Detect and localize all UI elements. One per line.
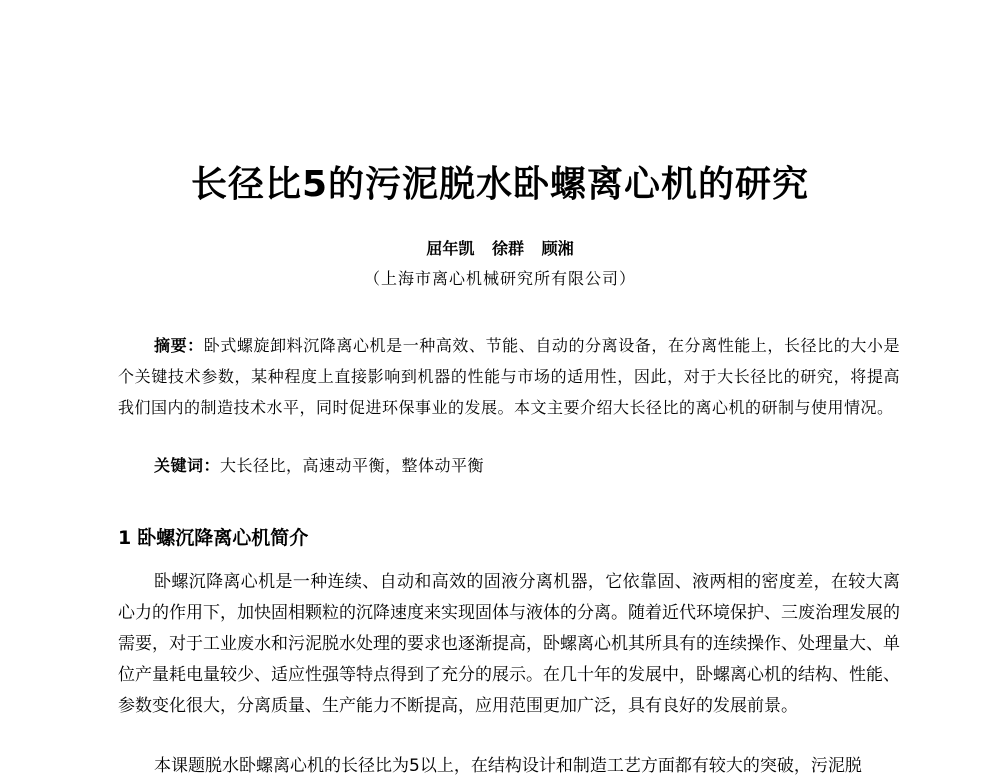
author-list: 屈年凯 徐群 顾湘	[426, 239, 574, 258]
section-heading	[118, 525, 308, 551]
keywords-label: 关键词：	[154, 456, 221, 475]
keywords	[154, 455, 484, 477]
keywords-text: 大长径比，高速动平衡，整体动平衡	[220, 456, 485, 475]
abstract	[118, 330, 900, 423]
abstract-label: 摘要：	[154, 336, 204, 355]
section-title: 卧螺沉降离心机简介	[137, 527, 309, 549]
section-number: 1	[118, 527, 132, 549]
section-paragraph: 卧螺沉降离心机是一种连续、自动和高效的固液分离机器，它依靠固、液两相的密度差，在较大离心力的作用下，加快固相颗粒的沉降速度来实现固体与液体的分离。随着近代环境保护、三废治理发展的需要，对于工业废水和污泥脱水处理的要求也逐渐提高，卧螺离心机其所具有的连续操作、处理量大、单位产量耗电量较少、适应性强等特点得到了充分的展示。在几十年的发展中，卧螺离心机的结构、性能、参数变化很大，分离质量、生产能力不断提高，应用范围更加广泛，具有良好的发展前景。	[118, 572, 900, 716]
section-paragraph-cut: 本课题脱水卧螺离心机的长径比为5以上，在结构设计和制造工艺方面都有较大的突破，污泥脱	[154, 756, 862, 776]
affiliation: （上海市离心机械研究所有限公司）	[363, 269, 636, 288]
abstract-text: 卧式螺旋卸料沉降离心机是一种高效、节能、自动的分离设备，在分离性能上，长径比的大小是个关键技术参数，某种程度上直接影响到机器的性能与市场的适用性，因此，对于大长径比的研究，将提高我们国内的制造技术水平，同时促进环保事业的发展。本文主要介绍大长径比的离心机的研制与使用情况。	[118, 336, 900, 417]
paper-title: 长径比5的污泥脱水卧螺离心机的研究	[190, 164, 810, 205]
